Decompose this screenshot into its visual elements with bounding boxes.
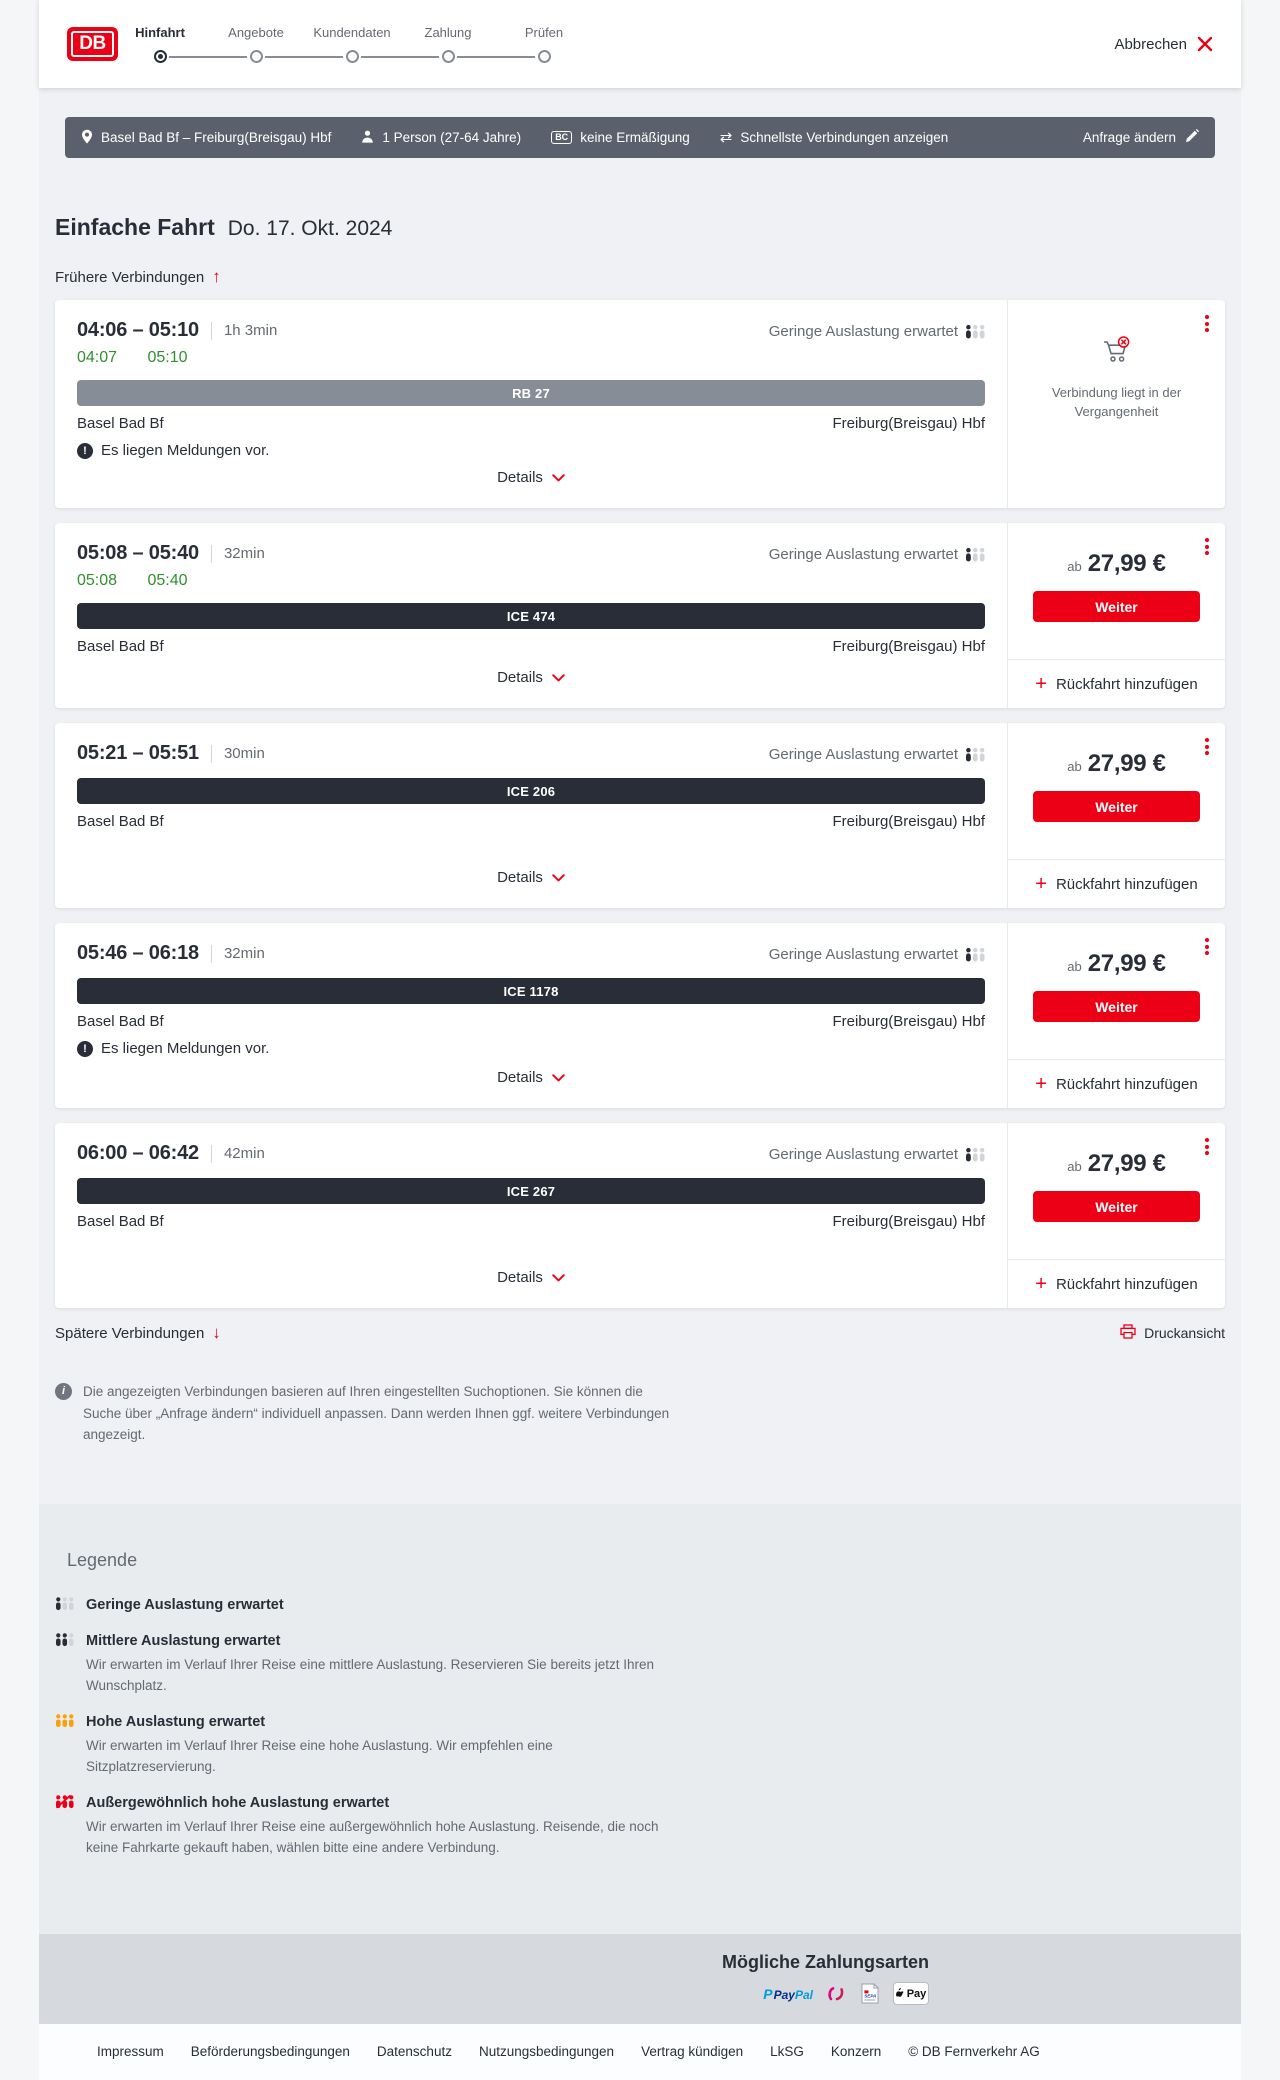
price-prefix: ab (1067, 959, 1082, 974)
details-label: Details (497, 669, 543, 686)
realtime-arrival: 05:40 (147, 572, 188, 589)
connection-times: 05:21 – 05:51 (77, 742, 199, 764)
giropay-icon (827, 1985, 847, 2002)
route-summary (81, 129, 331, 147)
warning-text: Es liegen Meldungen vor. (101, 442, 270, 459)
site-footer (39, 2024, 1241, 2080)
connection-main (55, 923, 1008, 1108)
details-label: Details (497, 469, 543, 486)
travelers-text: 1 Person (27-64 Jahre) (382, 130, 522, 145)
legend-item-label: Geringe Auslastung erwartet (86, 1596, 284, 1613)
info-icon (55, 1383, 72, 1400)
location-pin-icon (81, 129, 93, 147)
add-return-trip-button[interactable] (1008, 660, 1225, 708)
footer-link[interactable]: Datenschutz (376, 2044, 452, 2060)
cancel-label: Abbrechen (1114, 35, 1187, 53)
more-options-button[interactable] (1199, 932, 1215, 961)
train-line-badge: ICE 1178 (77, 978, 985, 1004)
connection-times: 06:00 – 06:42 (77, 1142, 199, 1164)
progress-stepper (112, 25, 592, 63)
connection-side (1008, 300, 1225, 508)
price-area (1008, 723, 1225, 822)
details-button[interactable] (483, 859, 579, 898)
price-prefix: ab (1067, 1159, 1082, 1174)
legend-item-description: Wir erwarten im Verlauf Ihrer Reise eine hohe Auslastung. Wir empfehlen eine Sitzplatzreservierung. (86, 1738, 553, 1775)
more-options-button[interactable] (1199, 309, 1215, 338)
connection-main (55, 723, 1008, 908)
legend-item-description: Wir erwarten im Verlauf Ihrer Reise eine außergewöhnlich hohe Auslastung. Reisende, die noch keine Fahrkarte gekauft haben, wählen bitte eine andere Verbindung. (86, 1819, 659, 1856)
price-area (1008, 923, 1225, 1022)
bahncard-icon: BC (551, 131, 572, 144)
price-area (1008, 1123, 1225, 1222)
connection-duration: 30min (223, 745, 265, 762)
add-return-trip-button[interactable] (1008, 1060, 1225, 1108)
paypal-icon: P Pay Pal (763, 1985, 813, 2002)
later-connections-label: Spätere Verbindungen (55, 1324, 205, 1342)
occupancy-indicator (769, 946, 985, 963)
connection-side (1008, 1123, 1225, 1308)
occupancy-icon (966, 1147, 985, 1162)
connection-times: 05:46 – 06:18 (77, 942, 199, 964)
occupancy-indicator (769, 1146, 985, 1163)
details-label: Details (497, 1269, 543, 1286)
add-return-trip-label: Rückfahrt hinzufügen (1055, 1075, 1198, 1093)
connection-main (55, 523, 1008, 708)
stepper-step-label: Zahlung (424, 25, 472, 40)
occupancy-icon (56, 1596, 74, 1616)
stepper-step-label: Angebote (228, 25, 284, 40)
price-prefix: ab (1067, 759, 1082, 774)
occupancy-label: Geringe Auslastung erwartet (768, 546, 958, 563)
stepper-step-dot (346, 50, 359, 63)
price-value: 27,99 € (1087, 550, 1166, 577)
results-page (39, 88, 1241, 1504)
occupancy-label: Geringe Auslastung erwartet (768, 946, 958, 963)
occupancy-icon (966, 324, 985, 339)
paypal-p-mark: P (763, 1985, 773, 2002)
legend-item-label: Außergewöhnlich hohe Auslastung erwartet (86, 1795, 390, 1812)
info-note (55, 1381, 1225, 1446)
legend-section (39, 1504, 1241, 1934)
db-logo (67, 27, 118, 61)
swap-arrows-icon (720, 130, 733, 145)
departure-station: Basel Bad Bf (77, 415, 164, 432)
page-sheet (39, 0, 1241, 2080)
connection-card (55, 1123, 1225, 1308)
connection-times: 04:06 – 05:10 (77, 319, 199, 341)
chevron-down-icon (552, 1069, 565, 1086)
occupancy-icon (966, 947, 985, 962)
legend-item-description: Wir erwarten im Verlauf Ihrer Reise eine mittlere Auslastung. Reservieren Sie bereits jetzt Ihren Wunschplatz. (86, 1657, 654, 1693)
apple-pay-icon: Pay (893, 1982, 929, 2005)
divider (211, 945, 212, 963)
footer-link[interactable]: © DB Fernverkehr AG (908, 2044, 1040, 2060)
train-line-badge: ICE 474 (77, 603, 985, 629)
connection-main (55, 300, 1008, 508)
departure-station: Basel Bad Bf (77, 638, 164, 655)
details-button[interactable] (483, 659, 579, 698)
close-icon (1197, 36, 1213, 52)
plus-icon (1035, 1074, 1047, 1094)
sort-option-text: Schnellste Verbindungen anzeigen (740, 130, 949, 145)
realtime-departure: 05:08 (77, 572, 118, 589)
payments-title: Mögliche Zahlungsarten (721, 1952, 929, 1973)
stepper-step (304, 25, 400, 63)
chevron-down-icon (552, 1269, 565, 1286)
more-options-button[interactable] (1199, 1132, 1215, 1161)
more-options-button[interactable] (1199, 732, 1215, 761)
train-line-badge: RB 27 (77, 380, 985, 406)
warning-icon (77, 443, 93, 459)
add-return-trip-label: Rückfahrt hinzufügen (1055, 875, 1198, 893)
connection-duration: 32min (223, 945, 265, 962)
occupancy-indicator (769, 546, 985, 563)
details-button[interactable] (483, 1259, 579, 1298)
past-connection-note: Verbindung liegt in der Vergangenheit (1051, 385, 1182, 419)
print-view-label: Druckansicht (1144, 1325, 1225, 1341)
db-logo-text: DB (71, 31, 114, 57)
chevron-down-icon (552, 469, 565, 486)
realtime-departure: 04:07 (77, 349, 118, 366)
stepper-step (496, 25, 592, 63)
train-line-badge: ICE 267 (77, 1178, 985, 1204)
results-heading (55, 214, 1225, 241)
departure-station: Basel Bad Bf (77, 1013, 164, 1030)
cart-unavailable-icon (1101, 336, 1133, 369)
add-return-trip-label: Rückfahrt hinzufügen (1055, 1275, 1198, 1293)
payments-section (39, 1934, 1241, 2024)
divider (211, 745, 212, 763)
pencil-icon (1185, 129, 1199, 146)
stepper-step-label: Kundendaten (313, 25, 391, 40)
earlier-connections-link[interactable] (55, 267, 221, 287)
connection-duration: 32min (223, 545, 265, 562)
stepper-step-label: Hinfahrt (135, 25, 185, 40)
occupancy-indicator (769, 746, 985, 763)
arrow-up-icon (212, 267, 221, 287)
connection-duration: 1h 3min (223, 322, 278, 339)
person-icon (361, 130, 374, 146)
legend-item (56, 1712, 1224, 1778)
price-prefix: ab (1067, 559, 1082, 574)
trip-type-title: Einfache Fahrt (55, 214, 215, 240)
occupancy-label: Geringe Auslastung erwartet (768, 746, 958, 763)
warning-icon (77, 1041, 93, 1057)
messages-warning (77, 442, 985, 459)
plus-icon (1035, 1274, 1047, 1294)
details-label: Details (497, 869, 543, 886)
connection-side (1008, 523, 1225, 708)
warning-text: Es liegen Meldungen vor. (101, 1040, 270, 1057)
more-options-button[interactable] (1199, 532, 1215, 561)
later-connections-link[interactable] (55, 1323, 221, 1343)
discount-text: keine Ermäßigung (580, 130, 690, 145)
plus-icon (1035, 674, 1047, 694)
stepper-step (112, 25, 208, 63)
legend-title: Legende (67, 1549, 138, 1570)
stepper-step-dot (154, 50, 167, 63)
continue-button[interactable]: Weiter (1033, 1191, 1200, 1222)
cancel-button[interactable] (1114, 36, 1213, 53)
stepper-step (208, 25, 304, 63)
price-area (1008, 523, 1225, 622)
occupancy-icon (966, 747, 985, 762)
details-label: Details (497, 1069, 543, 1086)
add-return-trip-label: Rückfahrt hinzufügen (1055, 675, 1198, 693)
footer-link[interactable]: Konzern (830, 2044, 882, 2060)
travelers-summary (361, 130, 521, 146)
sepa-lastschrift-icon (861, 1983, 879, 2004)
occupancy-icon (966, 547, 985, 562)
add-return-trip-button[interactable] (1008, 1260, 1225, 1308)
stepper-step-dot (442, 50, 455, 63)
travel-date: Do. 17. Okt. 2024 (227, 217, 393, 240)
footer-link[interactable]: Impressum (97, 2044, 164, 2060)
edit-search-button[interactable] (1083, 129, 1199, 146)
legend-item-label: Hohe Auslastung erwartet (86, 1713, 266, 1730)
continue-button[interactable]: Weiter (1033, 991, 1200, 1022)
legend-item (56, 1793, 1224, 1859)
connection-card (55, 723, 1225, 908)
chevron-down-icon (552, 669, 565, 686)
stepper-step-dot (250, 50, 263, 63)
divider (211, 322, 212, 340)
occupancy-label: Geringe Auslastung erwartet (768, 1146, 958, 1163)
edit-search-label: Anfrage ändern (1082, 130, 1176, 145)
price-value: 27,99 € (1087, 950, 1166, 977)
legend-item (56, 1631, 1224, 1697)
stepper-step-dot (538, 50, 551, 63)
connection-card (55, 923, 1225, 1108)
train-line-badge: ICE 206 (77, 778, 985, 804)
arrival-station: Freiburg(Breisgau) Hbf (832, 415, 985, 432)
occupancy-icon (56, 1794, 74, 1814)
add-return-trip-button[interactable] (1008, 860, 1225, 908)
arrow-down-icon (212, 1323, 221, 1343)
connection-times: 05:08 – 05:40 (77, 542, 199, 564)
chevron-down-icon (552, 869, 565, 886)
divider (211, 1145, 212, 1163)
earlier-connections-label: Frühere Verbindungen (55, 268, 205, 286)
realtime-arrival: 05:10 (147, 349, 188, 366)
connection-card (55, 523, 1225, 708)
arrival-station: Freiburg(Breisgau) Hbf (832, 638, 985, 655)
price-value: 27,99 € (1087, 750, 1166, 777)
discount-summary (551, 130, 690, 145)
stepper-step (400, 25, 496, 63)
price-value: 27,99 € (1087, 1150, 1166, 1177)
occupancy-label: Geringe Auslastung erwartet (768, 323, 958, 340)
occupancy-icon (56, 1632, 74, 1652)
continue-button[interactable]: Weiter (1033, 791, 1200, 822)
realtime-times (77, 572, 985, 590)
divider (211, 545, 212, 563)
print-view-button[interactable] (1120, 1324, 1225, 1342)
printer-icon (1120, 1324, 1136, 1342)
connection-side (1008, 723, 1225, 908)
arrival-station: Freiburg(Breisgau) Hbf (832, 813, 985, 830)
footer-link[interactable]: Nutzungsbedingungen (478, 2044, 615, 2060)
occupancy-indicator (769, 323, 985, 340)
search-summary-bar (65, 117, 1215, 158)
connections-list (55, 300, 1225, 1308)
connection-card (55, 300, 1225, 508)
plus-icon (1035, 874, 1047, 894)
later-row (55, 1323, 1225, 1343)
route-text: Basel Bad Bf – Freiburg(Breisgau) Hbf (101, 130, 332, 145)
footer-link[interactable]: Vertrag kündigen (641, 2044, 744, 2060)
footer-link[interactable]: Beförderungsbedingungen (190, 2044, 350, 2060)
realtime-times (77, 349, 985, 367)
occupancy-icon (56, 1713, 74, 1733)
messages-warning (77, 1040, 985, 1057)
details-button[interactable] (483, 1059, 579, 1098)
legend-item (56, 1595, 1224, 1616)
footer-link[interactable]: LkSG (770, 2044, 804, 2060)
continue-button[interactable]: Weiter (1033, 591, 1200, 622)
connection-side (1008, 923, 1225, 1108)
departure-station: Basel Bad Bf (77, 813, 164, 830)
departure-station: Basel Bad Bf (77, 1213, 164, 1230)
sort-option[interactable] (720, 130, 949, 145)
app-header (39, 0, 1241, 88)
arrival-station: Freiburg(Breisgau) Hbf (832, 1213, 985, 1230)
svg-text:SEPA: SEPA (864, 1993, 877, 1999)
details-button[interactable] (483, 459, 579, 498)
legend-items (56, 1595, 1224, 1859)
connection-main (55, 1123, 1008, 1308)
arrival-station: Freiburg(Breisgau) Hbf (832, 1013, 985, 1030)
connection-duration: 42min (223, 1145, 265, 1162)
footer-links (97, 2044, 1040, 2059)
past-connection-area (1008, 300, 1225, 422)
legend-item-label: Mittlere Auslastung erwartet (86, 1632, 281, 1649)
info-note-text: Die angezeigten Verbindungen basieren auf Ihren eingestellten Suchoptionen. Sie können die Suche über „Anfrage ändern“ individuell anpassen. Dann werden Ihnen ggf. weitere Verbindungen angezeigt. (83, 1384, 670, 1443)
payment-methods (763, 1982, 929, 2005)
stepper-step-label: Prüfen (524, 25, 564, 40)
